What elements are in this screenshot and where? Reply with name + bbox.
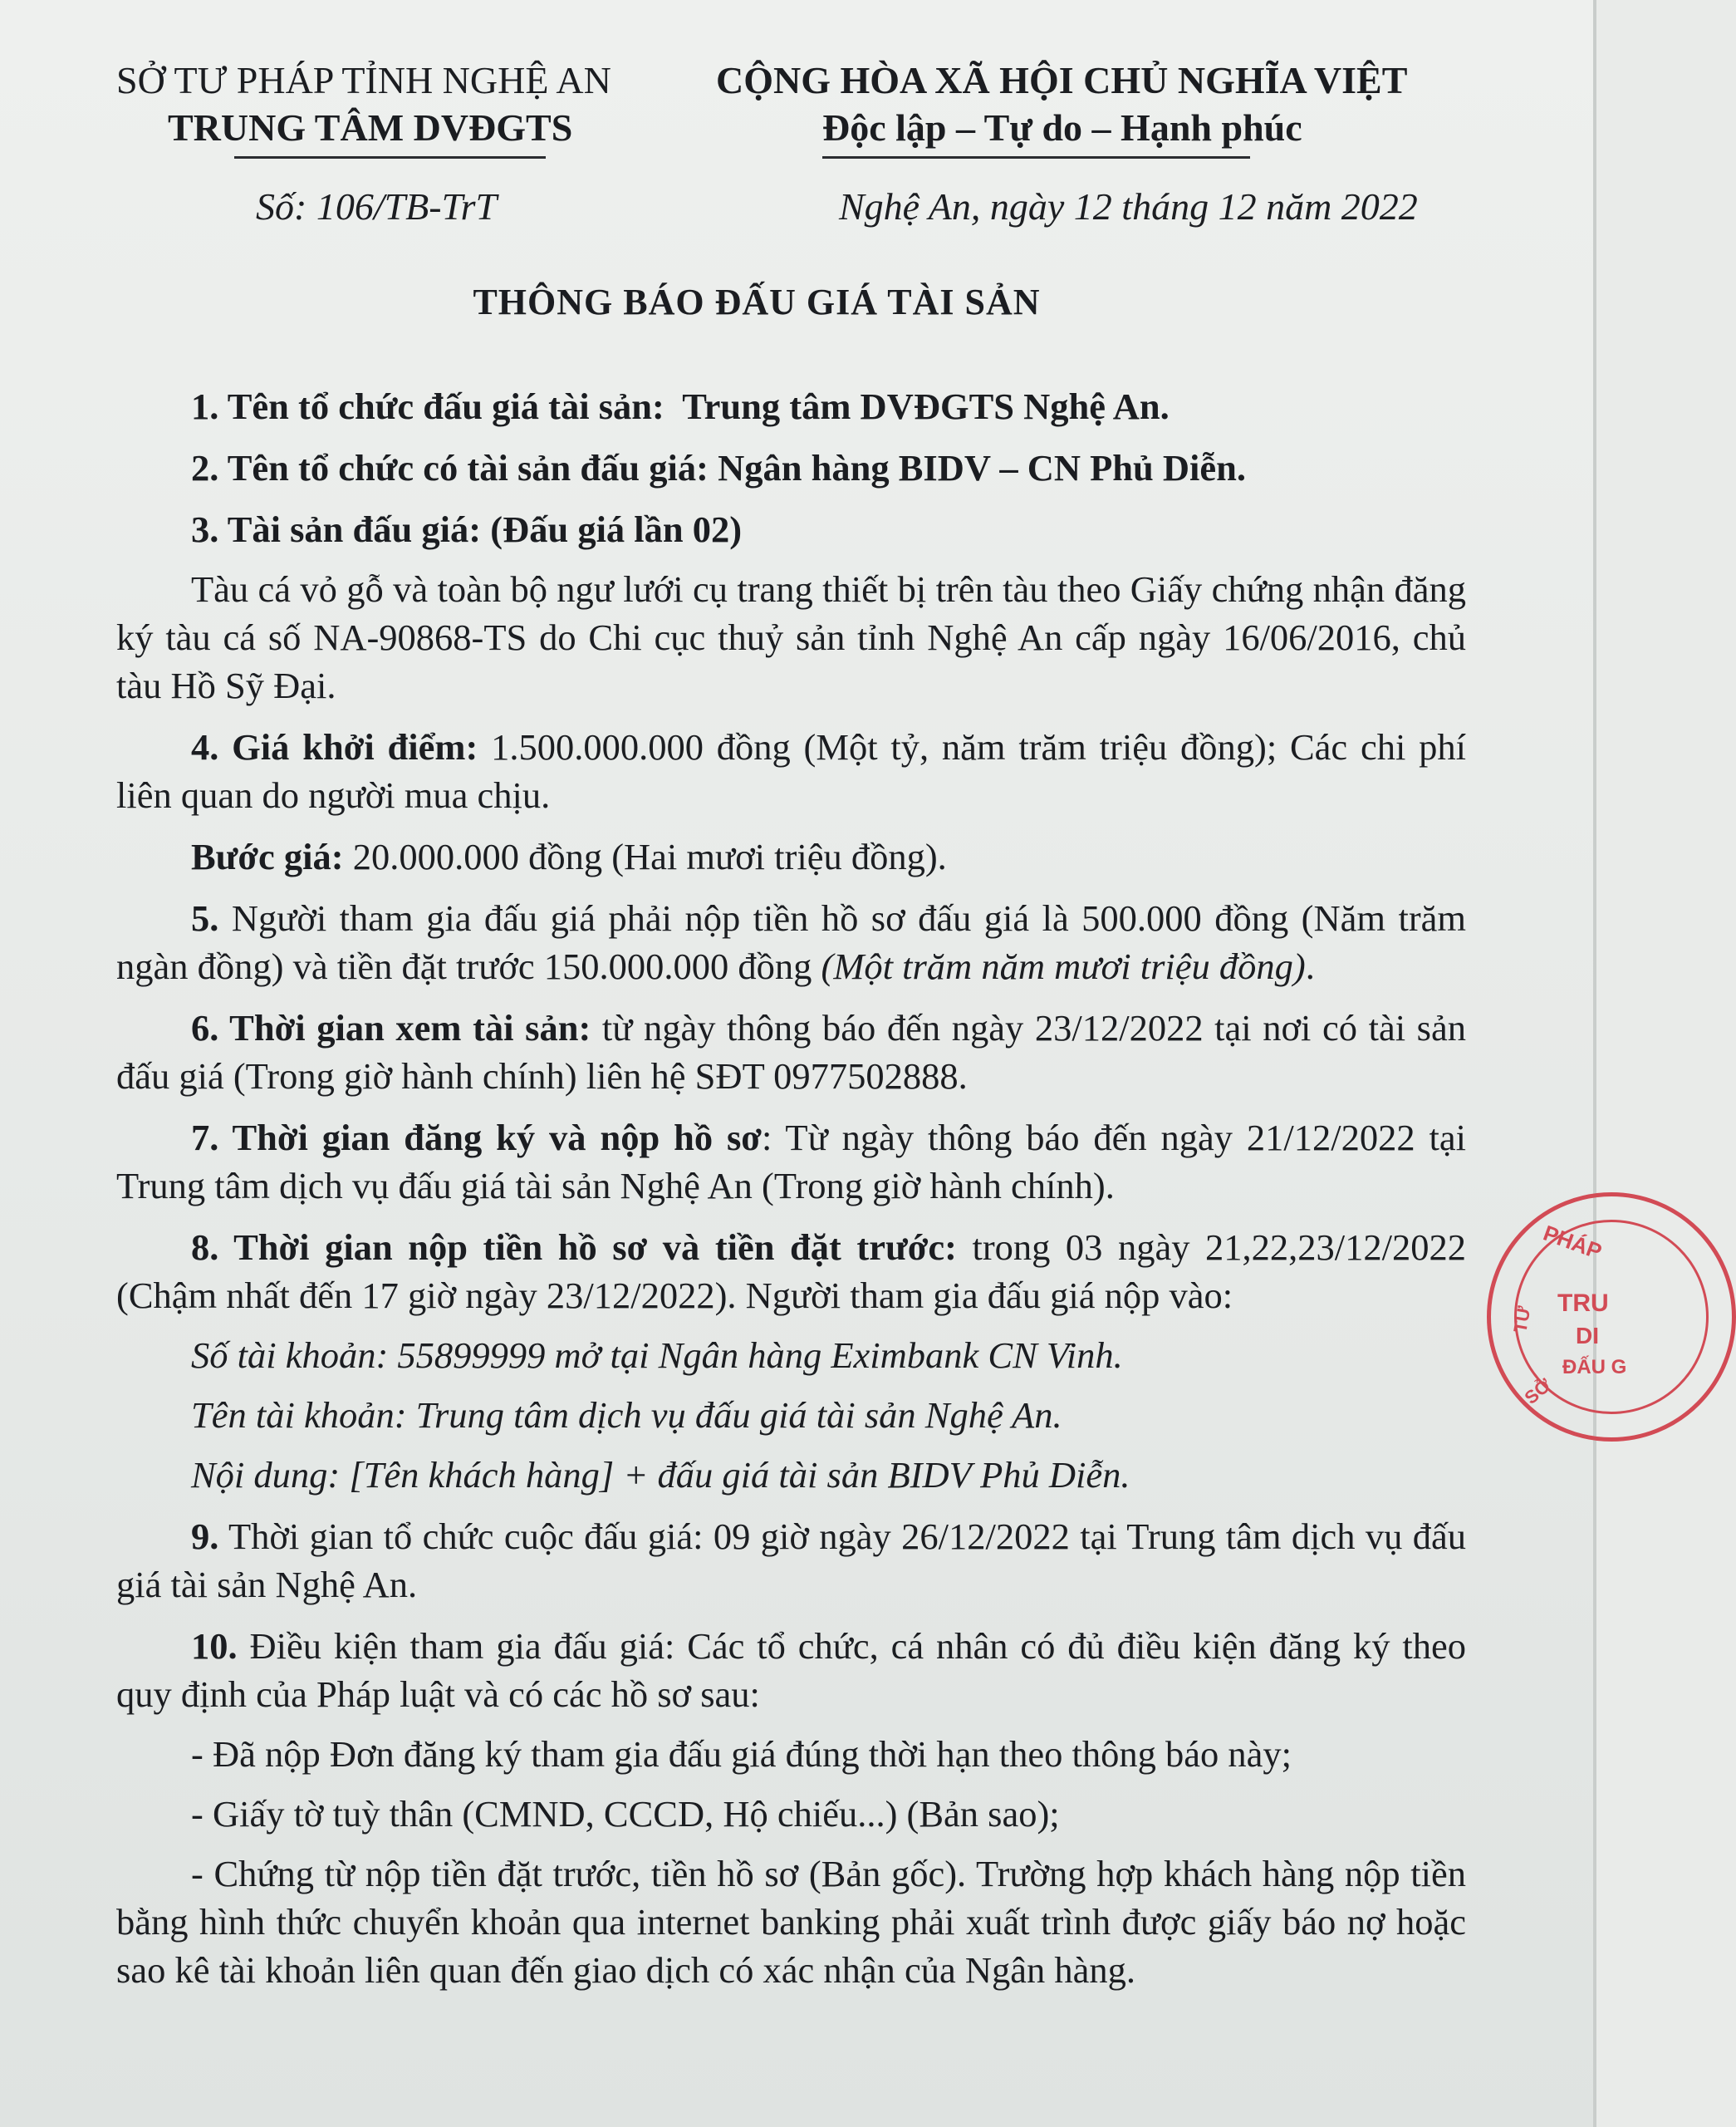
header-republic: CỘNG HÒA XÃ HỘI CHỦ NGHĨA VIỆT xyxy=(716,59,1408,101)
item-6-text: từ ngày thông báo đến ngày 23/12/2022 tại nơi có tài sản đấu giá (Trong giờ hành chính) liên hệ SĐT 0977502888. xyxy=(116,1007,1466,1097)
header-left-underline xyxy=(234,156,546,159)
item-1-label: 1. Tên tổ chức đấu giá tài sản: xyxy=(191,386,664,427)
stamp-text-6: SỞ xyxy=(1520,1374,1556,1408)
item-7-text: : Từ ngày thông báo đến ngày 21/12/2022 tại Trung tâm dịch vụ đấu giá tài sản Nghệ An (Trong giờ hành chính). xyxy=(116,1117,1466,1206)
item-3-label: 3. Tài sản đấu giá: (Đấu giá lần 02) xyxy=(191,508,743,550)
header-motto: Độc lập – Tự do – Hạnh phúc xyxy=(822,106,1302,149)
item-4-text: 1.500.000.000 đồng (Một tỷ, năm trăm triệu đồng); Các chi phí liên quan do người mua chịu. xyxy=(116,726,1467,816)
item-1 xyxy=(116,382,1466,430)
item-10-bullet-1: - Đã nộp Đơn đăng ký tham gia đấu giá đúng thời hạn theo thông báo này; xyxy=(191,1733,1292,1775)
item-9 xyxy=(116,1512,1466,1609)
step-price-text: 20.000.000 đồng (Hai mươi triệu đồng). xyxy=(352,836,947,877)
item-7 xyxy=(116,1113,1466,1210)
item-2-value: Ngân hàng BIDV – CN Phủ Diễn. xyxy=(718,447,1247,489)
item-8-account-name: Tên tài khoản: Trung tâm dịch vụ đấu giá tài sản Nghệ An. xyxy=(191,1394,1062,1436)
red-seal-stamp xyxy=(1487,1192,1736,1442)
item-8-label: 8. Thời gian nộp tiền hồ sơ và tiền đặt trước: xyxy=(191,1226,957,1268)
item-9-number: 9. xyxy=(191,1515,219,1557)
item-7-label: 7. Thời gian đăng ký và nộp hồ sơ xyxy=(191,1117,762,1158)
item-1-value: Trung tâm DVĐGTS Nghệ An. xyxy=(682,386,1170,427)
item-5-italic: (Một trăm năm mươi triệu đồng) xyxy=(821,946,1306,987)
item-5 xyxy=(116,894,1466,990)
item-2-label: 2. Tên tổ chức có tài sản đấu giá: xyxy=(191,447,709,489)
item-8 xyxy=(116,1223,1466,1319)
item-3-text: Tàu cá vỏ gỗ và toàn bộ ngư lưới cụ trang thiết bị trên tàu theo Giấy chứng nhận đăng ký tàu cá số NA-90868-TS do Chi cục thuỷ sản tỉnh Nghệ An cấp ngày 16/06/2016, chủ tàu Hồ Sỹ Đại. xyxy=(116,568,1466,706)
item-8-content: Nội dung: [Tên khách hàng] + đấu giá tài sản BIDV Phủ Diễn. xyxy=(191,1454,1130,1496)
item-5-end: . xyxy=(1305,946,1315,987)
item-6-label: 6. Thời gian xem tài sản: xyxy=(191,1007,591,1049)
stamp-text-3: DI xyxy=(1576,1323,1599,1348)
header-agency: SỞ TƯ PHÁP TỈNH NGHỆ AN xyxy=(116,59,611,101)
header-center-name: TRUNG TÂM DVĐGTS xyxy=(168,106,573,149)
item-4-label: 4. Giá khởi điểm: xyxy=(191,726,478,768)
page-title: THÔNG BÁO ĐẤU GIÁ TÀI SẢN xyxy=(473,282,1041,322)
item-10-number: 10. xyxy=(191,1625,238,1667)
item-10 xyxy=(116,1622,1466,1718)
item-5-number: 5. xyxy=(191,897,219,939)
doc-number: Số: 106/TB-TrT xyxy=(256,185,498,228)
item-9-text: Thời gian tổ chức cuộc đấu giá: 09 giờ ngày 26/12/2022 tại Trung tâm dịch vụ đấu giá tài sản Nghệ An. xyxy=(116,1515,1466,1605)
stamp-text-5: TƯ xyxy=(1509,1304,1535,1334)
notice-body xyxy=(116,382,1466,1994)
step-price-label: Bước giá: xyxy=(191,836,344,877)
header-right-underline xyxy=(822,156,1250,159)
stamp-text-4: ĐẤU G xyxy=(1562,1356,1627,1378)
item-4 xyxy=(116,723,1466,819)
item-5-text: Người tham gia đấu giá phải nộp tiền hồ sơ đấu giá là 500.000 đồng (Năm trăm ngàn đồng) và tiền đặt trước 150.000.000 đồng xyxy=(116,897,1467,987)
item-10-bullet-3: - Chứng từ nộp tiền đặt trước, tiền hồ sơ (Bản gốc). Trường hợp khách hàng nộp tiền bằng hình thức chuyển khoản qua internet banking phải xuất trình được giấy báo nợ hoặc sao kê tài khoản liên quan đến giao dịch có xác nhận của Ngân hàng. xyxy=(116,1853,1466,1991)
doc-date: Nghệ An, ngày 12 tháng 12 năm 2022 xyxy=(839,185,1418,228)
item-10-bullet-2: - Giấy tờ tuỳ thân (CMND, CCCD, Hộ chiếu...) (Bản sao); xyxy=(191,1793,1060,1835)
item-8-text: trong 03 ngày 21,22,23/12/2022 (Chậm nhất đến 17 giờ ngày 23/12/2022). Người tham gia đấu giá nộp vào: xyxy=(116,1226,1466,1316)
stamp-text-2: TRU xyxy=(1557,1289,1609,1317)
item-6 xyxy=(116,1004,1466,1100)
stamp-text-1: PHÁP xyxy=(1540,1220,1606,1265)
item-2 xyxy=(116,444,1466,492)
item-8-account: Số tài khoản: 55899999 mở tại Ngân hàng Eximbank CN Vinh. xyxy=(191,1334,1123,1376)
item-10-text: Điều kiện tham gia đấu giá: Các tổ chức, cá nhân có đủ điều kiện đăng ký theo quy định của Pháp luật và có các hồ sơ sau: xyxy=(116,1625,1467,1715)
step-price xyxy=(116,833,1466,881)
